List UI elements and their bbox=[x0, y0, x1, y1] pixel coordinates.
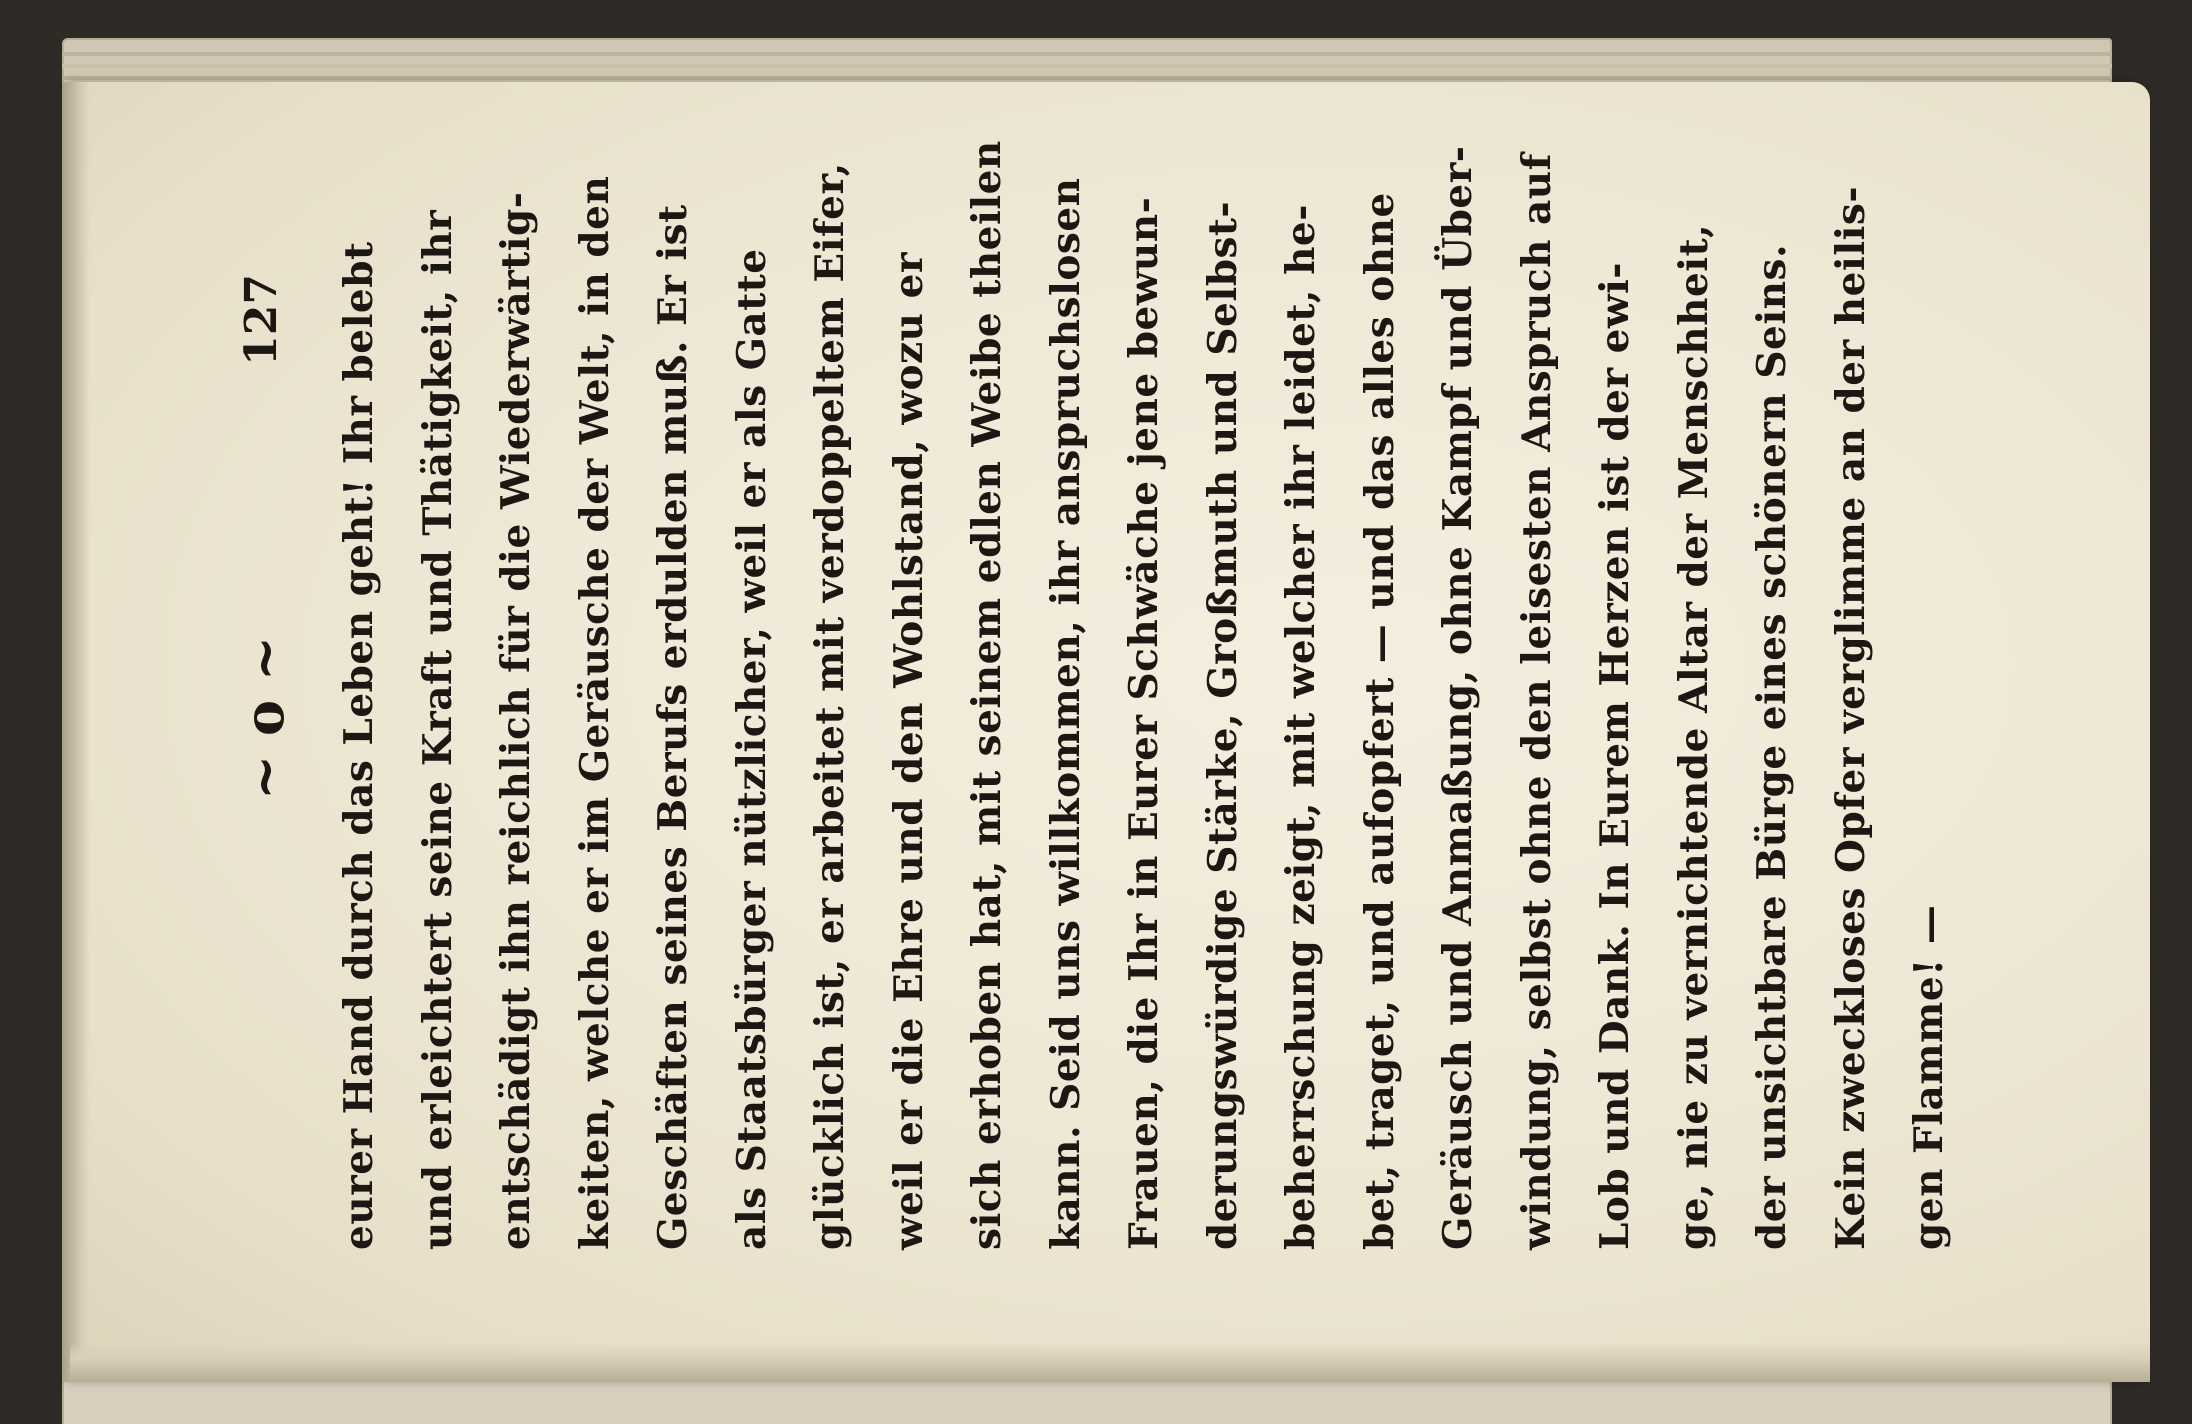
text-line: Kein zweckloses Opfer verglimme an der heilis- bbox=[1827, 185, 1874, 1250]
text-line: beherrschung zeigt, mit welcher ihr leidet, he- bbox=[1278, 204, 1324, 1250]
text-line: bet, traget, und aufopfert — und das alles ohne bbox=[1356, 192, 1403, 1250]
text-line: weil er die Ehre und den Wohlstand, wozu er bbox=[885, 252, 932, 1250]
text-line: Geschäften seines Berufs erdulden muß. Er ist bbox=[650, 204, 696, 1250]
page-edge bbox=[62, 76, 2112, 80]
page-text-block bbox=[232, 140, 1952, 1250]
text-line: windung, selbst ohne den leisesten Anspruch auf bbox=[1513, 153, 1560, 1250]
text-line: Geräusch und Anmaßung, ohne Kampf und Über- bbox=[1435, 145, 1481, 1250]
header-ornament: ~ o ~ bbox=[232, 635, 296, 800]
text-line: glücklich ist, er arbeitet mit verdoppeltem Eifer, bbox=[807, 162, 853, 1250]
text-line: und erleichtert seine Kraft und Thätigkeit, ihr bbox=[414, 209, 461, 1250]
text-line: kann. Seid uns willkommen, ihr anspruchslosen bbox=[1042, 177, 1089, 1250]
text-lines bbox=[320, 140, 1969, 1250]
text-line: der unsichtbare Bürge eines schönern Seins. bbox=[1749, 243, 1795, 1250]
page-number: 127 bbox=[236, 274, 287, 366]
text-line: Frauen, die Ihr in Eurer Schwäche jene bewun- bbox=[1121, 196, 1167, 1250]
text-line: derungswürdige Stärke, Großmuth und Selbst- bbox=[1199, 200, 1246, 1250]
page-header bbox=[232, 250, 300, 1250]
page-gutter bbox=[62, 82, 90, 1382]
text-line: Lob und Dank. In Eurem Herzen ist der ewi- bbox=[1592, 262, 1638, 1250]
text-line: entschädigt ihn reichlich für die Wiederwärtig- bbox=[493, 191, 539, 1250]
text-line: eurer Hand durch das Leben geht! Ihr belebt bbox=[336, 241, 382, 1250]
text-line: keiten, welche er im Geräusche der Welt, in den bbox=[571, 175, 618, 1250]
text-line: ge, nie zu vernichtende Altar der Menschheit, bbox=[1670, 223, 1717, 1250]
page-edge bbox=[62, 64, 2112, 68]
text-line: sich erhoben hat, mit seinem edlen Weibe theilen bbox=[964, 140, 1010, 1250]
text-line: gen Flamme! — bbox=[1906, 904, 1952, 1250]
page-bottom-shadow bbox=[70, 1342, 2150, 1382]
text-line: als Staatsbürger nützlicher, weil er als Gatte bbox=[728, 248, 775, 1250]
page-edge bbox=[62, 52, 2112, 56]
